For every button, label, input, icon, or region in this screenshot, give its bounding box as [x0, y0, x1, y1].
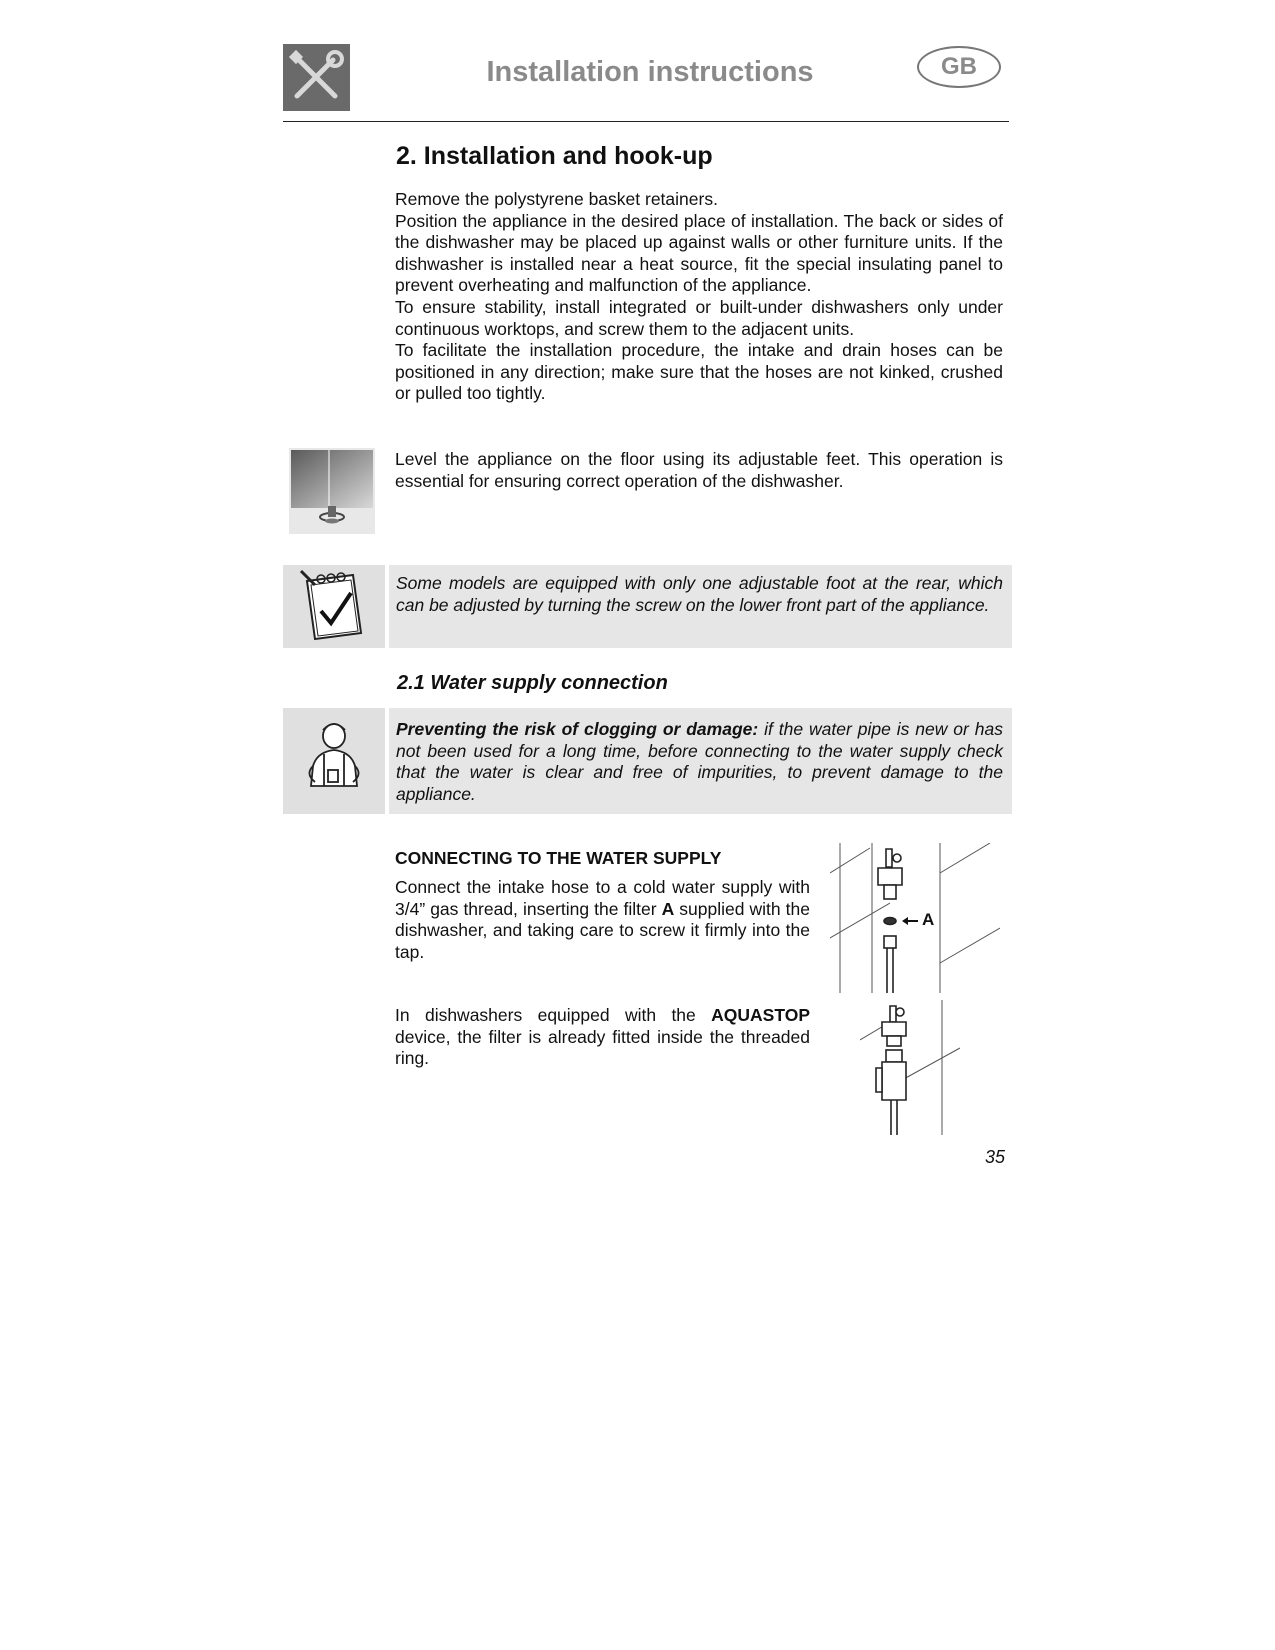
level-text: Level the appliance on the floor using its adjustable feet. This operation is essential for ensuring correct operation of the dishwasher.: [395, 449, 1003, 491]
tap-filter-diagram-icon: [830, 843, 1000, 993]
intro-paragraph: To facilitate the installation procedure, the intake and drain hoses can be positioned in any direction; make sure that the hoses are not kinked, crushed or pulled too tightly.: [395, 340, 1003, 404]
aquastop-text-part: In dishwashers equipped with the: [395, 1005, 712, 1025]
connect-text-part: Connect the intake hose to a cold water supply with 3/4” gas thread, inserting the filter: [395, 877, 810, 919]
connect-text-part: supplied with the dishwasher, and taking care to screw it firmly into the tap.: [395, 898, 810, 962]
intro-paragraph: To ensure stability, install integrated or built-under dishwashers only under continuous worktops, and screw them to the adjacent units.: [395, 296, 1003, 339]
section-heading: 2. Installation and hook-up: [396, 142, 713, 170]
warning-bold: Preventing the risk of clogging or damage:: [396, 719, 759, 739]
notepad-check-icon: [283, 565, 385, 648]
note-box: [283, 565, 1012, 648]
warning-box: [283, 708, 1012, 814]
filter-label: A: [661, 898, 675, 919]
connect-text: [395, 877, 810, 963]
warning-body: if the water pipe is new or has not been used for a long time, before connecting to the water supply check that the water is clear and free of impurities, to prevent damage to the appliance.: [396, 719, 1003, 804]
technician-icon: [283, 708, 385, 814]
aquastop-label: AQUASTOP: [711, 1005, 810, 1025]
intro-paragraph: Remove the polystyrene basket retainers.: [395, 189, 718, 209]
intro-text: [395, 189, 1003, 405]
page-number: 35: [985, 1147, 1006, 1167]
aquastop-text: [395, 1005, 810, 1070]
intro-paragraph: Position the appliance in the desired place of installation. The back or sides of the dishwasher may be placed up against walls or other furniture units. If the dishwasher is installed near a heat source, fit the special insulating panel to prevent overheating and malfunction of the appliance.: [395, 210, 1003, 296]
subsection-heading: 2.1 Water supply connection: [397, 672, 668, 694]
page-header-title: Installation instructions: [486, 56, 814, 88]
header-divider: [283, 121, 1009, 122]
note-separator: [385, 565, 389, 648]
connect-heading: CONNECTING TO THE WATER SUPPLY: [395, 848, 722, 868]
filter-figure-label: A: [922, 910, 935, 929]
wrench-screwdriver-icon: [283, 44, 350, 111]
warning-separator: [385, 708, 389, 814]
adjustable-foot-icon: [289, 448, 375, 534]
warning-text: [396, 719, 1003, 805]
language-badge: GB: [917, 46, 1001, 88]
aquastop-text-part: device, the filter is already fitted inside the threaded ring.: [395, 1026, 810, 1069]
note-text: Some models are equipped with only one adjustable foot at the rear, which can be adjusted by turning the screw on the lower front part of the appliance.: [396, 573, 1003, 615]
aquastop-tap-diagram-icon: [860, 1000, 960, 1135]
